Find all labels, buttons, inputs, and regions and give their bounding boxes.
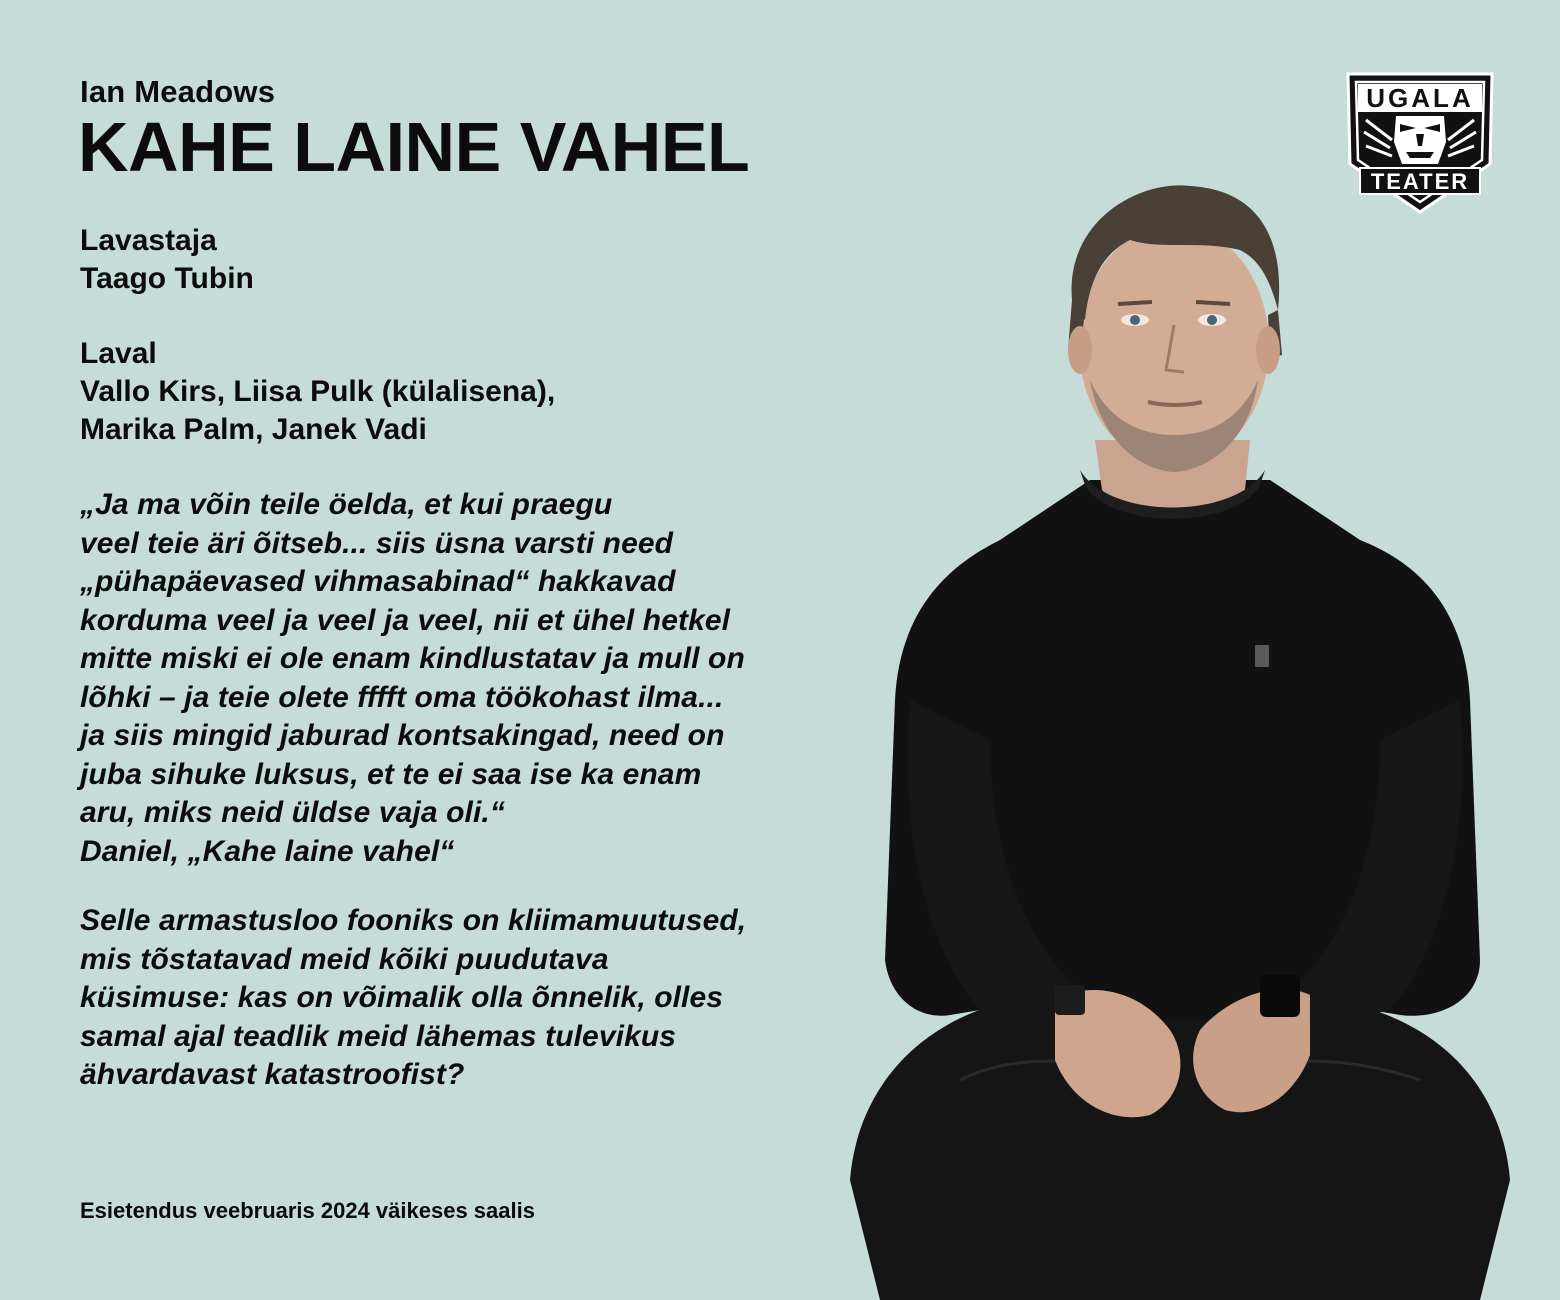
cast-label: Laval [80,337,157,370]
premiere-note: Esietendus veebruaris 2024 väikeses saalis [80,1198,535,1223]
quote-line: aru, miks neid üldse vaja oli.“ [80,796,505,829]
quote-line: veel teie äri õitseb... siis üsna varsti need [80,526,674,560]
director-label: Lavastaja [80,224,217,257]
author-name: Ian Meadows [80,74,276,109]
cast-line: Vallo Kirs, Liisa Pulk (külalisena), [80,375,556,408]
play-title: KAHE LAINE VAHEL [78,108,750,186]
synopsis-line: Selle armastusloo fooniks on kliimamuutused, [80,904,747,937]
director-credit [80,222,254,298]
logo-bottom-text: TEATER [1370,169,1470,194]
quote-line: mitte miski ei ole enam kindlustatav ja mull on [80,642,745,675]
cast-credit [80,335,555,449]
quote-line: lõhki – ja teie olete fffft oma töökohast ilma... [80,680,724,714]
synopsis-line: mis tõstatavad meid kõiki puudutava [80,942,609,976]
quote-line: „pühapäevased vihmasabinad“ hakkavad [80,565,676,598]
synopsis-line: samal ajal teadlik meid lähemas tulevikus [80,1019,677,1053]
quote-line: juba sihuke luksus, et te ei saa ise ka enam [80,757,702,791]
synopsis-line: ähvardavast katastroofist? [80,1058,465,1091]
quote-line: „Ja ma võin teile öelda, et kui praegu [80,488,613,521]
actor-portrait-photo [840,180,1540,1300]
synopsis-line: küsimuse: kas on võimalik olla õnnelik, olles [80,981,724,1014]
quote-line: ja siis mingid jaburad kontsakingad, need on [80,719,725,752]
quote-line: korduma veel ja veel ja veel, nii et ühel hetkel [80,603,731,637]
quote-attribution: Daniel, „Kahe laine vahel“ [80,834,455,868]
cast-line: Marika Palm, Janek Vadi [80,413,427,446]
director-name: Taago Tubin [80,262,254,295]
synopsis-block [80,902,746,1095]
logo-top-text: UGALA [1366,83,1474,113]
quote-block [80,486,745,871]
